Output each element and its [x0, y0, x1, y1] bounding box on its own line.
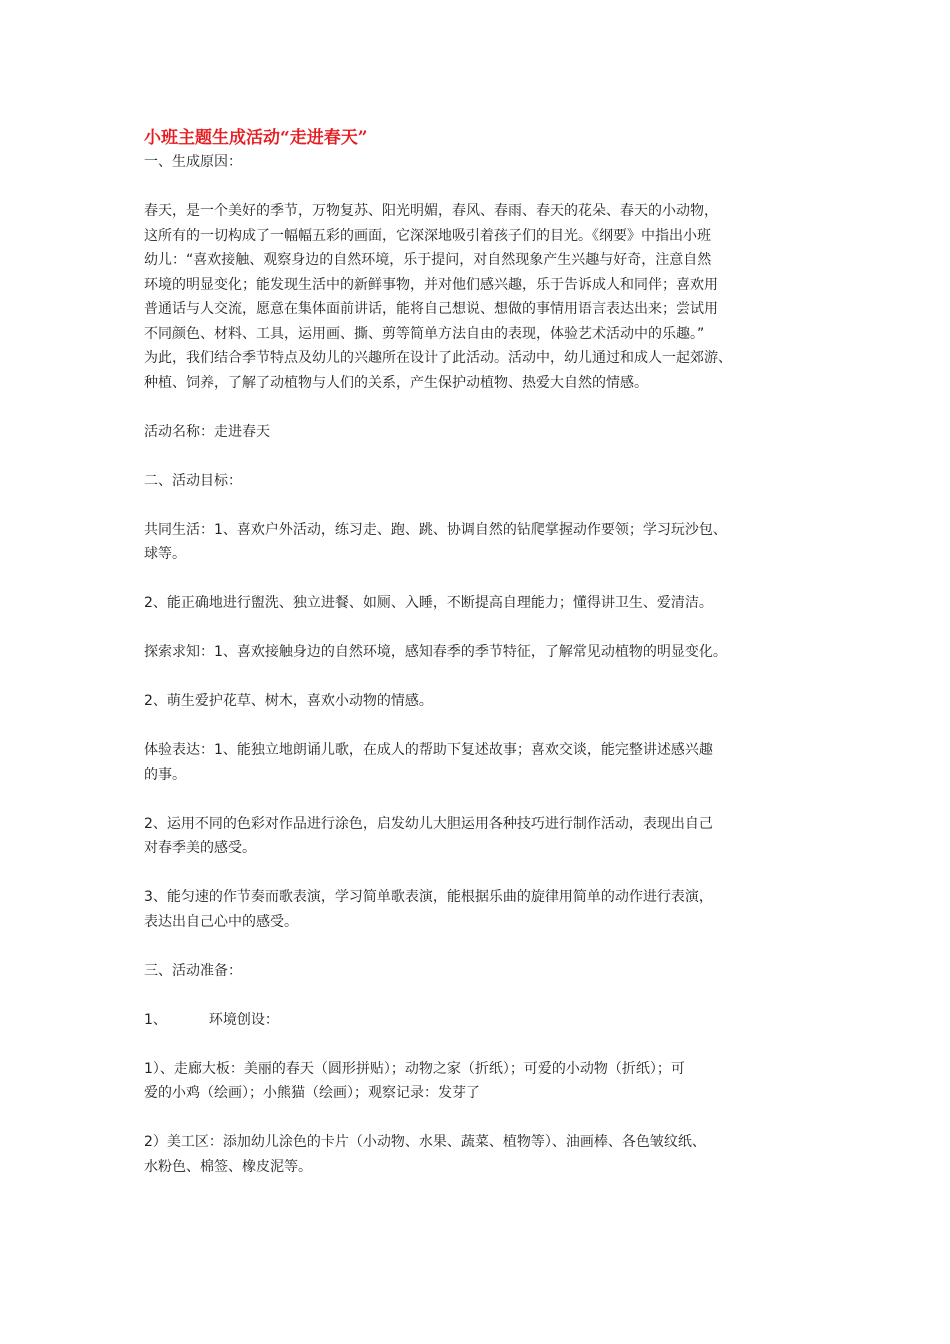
- reason-line: 不同颜色、材料、工具，运用画、撕、剪等简单方法自由的表现，体验艺术活动中的乐趣。”: [144, 325, 705, 342]
- prep-art: [144, 1130, 824, 1179]
- goal-line: 对春季美的感受。: [144, 840, 256, 856]
- spacer: [144, 567, 824, 592]
- prep-heading: 三、活动准备：: [144, 962, 242, 979]
- spacer: [144, 983, 824, 1008]
- goal-express-3: [144, 885, 824, 934]
- spacer: [144, 493, 824, 518]
- goal-line: 2、运用不同的色彩对作品进行涂色，启发幼儿大胆运用各种技巧进行制作活动，表现出自己: [144, 815, 713, 832]
- reason-line: 春天，是一个美好的季节，万物复苏、阳光明媚，春风、春雨、春天的花朵、春天的小动物，: [144, 203, 718, 219]
- spacer: [144, 444, 824, 469]
- goal-express-2: [144, 812, 824, 861]
- spacer: [144, 665, 824, 690]
- spacer: [144, 175, 824, 200]
- spacer: [144, 395, 824, 420]
- goal-line: 的事。: [144, 766, 186, 783]
- spacer: [144, 1106, 824, 1131]
- prep-corridor: [144, 1057, 824, 1106]
- reason-line: 为此，我们结合季节特点及幼儿的兴趣所在设计了此活动。活动中，幼儿通过和成人一起郊游、: [144, 350, 732, 366]
- prep-item-text: 环境创设：: [208, 1011, 279, 1028]
- reason-line: 这所有的一切构成了一幅幅五彩的画面，它深深地吸引着孩子们的目光。《纲要》中指出小班: [144, 227, 711, 244]
- goal-express-1: [144, 738, 824, 787]
- reason-paragraph: [144, 199, 824, 395]
- spacer: [144, 1032, 824, 1057]
- prep-line: 1）、走廊大板：美丽的春天（圆形拼贴）；动物之家（折纸）；可爱的小动物（折纸）；可: [144, 1060, 685, 1077]
- spacer: [144, 934, 824, 959]
- spacer: [144, 616, 824, 641]
- document-title: 小班主题生成活动“走进春天”: [144, 128, 368, 148]
- goal-life-2: 2、能正确地进行盥洗、独立进餐、如厕、入睡，不断提高自理能力；懂得讲卫生、爱清洁。: [144, 595, 713, 611]
- goal-line: 3、能匀速的作节奏而歌表演，学习简单歌表演，能根据乐曲的旋律用简单的动作进行表演，: [144, 889, 713, 905]
- prep-line: 爱的小鸡（绘画）；小熊猫（绘画）；观察记录：发芽了: [144, 1085, 480, 1101]
- goal-line: 球等。: [144, 546, 186, 562]
- goals-heading: 二、活动目标：: [144, 472, 242, 489]
- goal-explore-2: 2、萌生爱护花草、树木，喜欢小动物的情感。: [144, 693, 433, 709]
- reason-line: 种植、饲养，了解了动植物与人们的关系，产生保护动植物、热爱大自然的情感。: [144, 374, 648, 391]
- goal-life-1: [144, 518, 824, 567]
- document-page: [144, 126, 824, 1179]
- prep-line: 2）美工区：添加幼儿涂色的卡片（小动物、水果、蔬菜、植物等）、油画棒、各色皱纹纸、: [144, 1134, 706, 1150]
- reason-heading: 一、生成原因：: [144, 154, 242, 170]
- reason-line: 幼儿：“喜欢接触、观察身边的自然环境，乐于提问，对自然现象产生兴趣与好奇，注意自然: [144, 252, 712, 268]
- goal-line: 共同生活：1、喜欢户外活动，练习走、跑、跳、协调自然的钻爬掌握动作要领；学习玩沙包、: [144, 521, 727, 538]
- spacer: [144, 787, 824, 812]
- reason-line: 环境的明显变化；能发现生活中的新鲜事物，并对他们感兴趣，乐于告诉成人和同伴；喜欢用: [144, 276, 718, 293]
- goal-line: 表达出自己心中的感受。: [144, 913, 298, 930]
- reason-line: 普通话与人交流，愿意在集体面前讲话，能将自己想说、想做的事情用语言表达出来；尝试用: [144, 301, 718, 317]
- spacer: [144, 714, 824, 739]
- prep-item-number: 1、: [144, 1011, 167, 1028]
- prep-item-1: [144, 1008, 824, 1033]
- goal-line: 体验表达：1、能独立地朗诵儿歌，在成人的帮助下复述故事；喜欢交谈，能完整讲述感兴趣: [144, 742, 713, 758]
- prep-line: 水粉色、棉签、橡皮泥等。: [144, 1158, 312, 1175]
- goal-explore-1: 探索求知：1、喜欢接触身边的自然环境，感知春季的季节特征，了解常见动植物的明显变化。: [144, 644, 727, 660]
- spacer: [144, 861, 824, 886]
- activity-name: 活动名称：走进春天: [144, 423, 270, 440]
